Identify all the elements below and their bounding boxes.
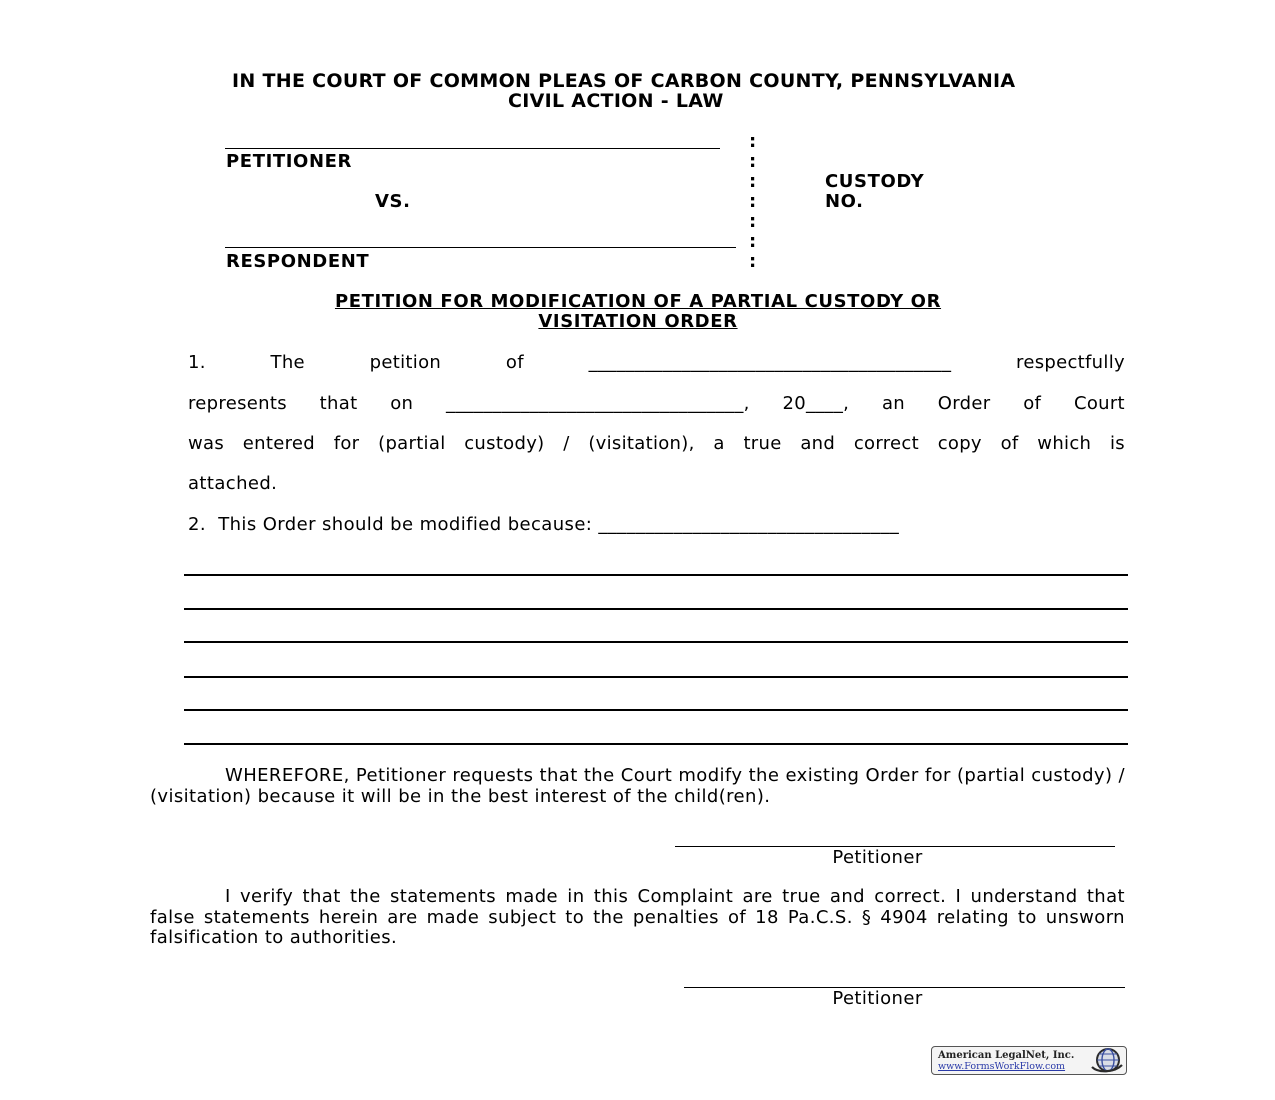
caption-colon: :: [749, 191, 757, 212]
publisher-logo[interactable]: [931, 1046, 1127, 1075]
word: Order: [937, 393, 991, 414]
word: a: [713, 433, 725, 454]
custody-number-label: NO.: [825, 191, 864, 212]
reason-line[interactable]: [184, 709, 1128, 711]
word: (partial: [378, 433, 446, 454]
word: entered: [242, 433, 315, 454]
word: petition: [369, 352, 442, 373]
caption-colon: :: [749, 151, 757, 172]
court-heading: IN THE COURT OF COMMON PLEAS OF CARBON COUNTY, PENNSYLVANIA: [232, 70, 1016, 92]
petitioner-label: PETITIONER: [226, 151, 352, 172]
word: of: [1000, 433, 1019, 454]
paragraph1-line1: [188, 352, 1125, 373]
respondent-label: RESPONDENT: [226, 251, 370, 272]
word: an: [881, 393, 905, 414]
custody-label: CUSTODY: [825, 171, 925, 192]
word: on: [390, 393, 414, 414]
word: of: [1023, 393, 1042, 414]
publisher-url-link[interactable]: www.FormsWorkFlow.com: [938, 1061, 1066, 1072]
word: correct: [853, 433, 919, 454]
reason-line[interactable]: [184, 641, 1128, 643]
word: is: [1109, 433, 1125, 454]
paragraph2-text: 2. This Order should be modified because: ________________________________: [188, 514, 900, 535]
civil-action-heading: CIVIL ACTION - LAW: [508, 90, 724, 112]
petition-title-line2: VISITATION ORDER: [538, 311, 738, 332]
word: custody): [464, 433, 545, 454]
paragraph1-line4: attached.: [188, 473, 278, 494]
word: that: [319, 393, 358, 414]
caption-colon: :: [749, 211, 757, 232]
caption-colon: :: [749, 171, 757, 192]
word: /: [563, 433, 570, 454]
word: ________________________________,: [446, 393, 750, 414]
word: respectfully: [1016, 352, 1125, 373]
verification-signature-label: Petitioner: [832, 988, 923, 1009]
petitioner-signature-label: Petitioner: [832, 847, 923, 868]
word: represents: [188, 393, 287, 414]
petition-title-line1: PETITION FOR MODIFICATION OF A PARTIAL CUSTODY OR: [334, 291, 942, 312]
word: was: [188, 433, 225, 454]
paragraph1-line3: [188, 433, 1125, 454]
reason-line[interactable]: [184, 676, 1128, 678]
caption-colon: :: [749, 131, 757, 152]
reason-line[interactable]: [184, 743, 1128, 745]
word: 20____,: [782, 393, 850, 414]
word: copy: [937, 433, 982, 454]
word: 1.: [188, 352, 206, 373]
word: and: [800, 433, 836, 454]
caption-colon: :: [749, 231, 757, 252]
word: The: [270, 352, 305, 373]
globe-icon: [1088, 1047, 1124, 1073]
respondent-name-line[interactable]: [225, 247, 736, 248]
reason-line[interactable]: [184, 574, 1128, 576]
word: for: [333, 433, 360, 454]
petitioner-name-line[interactable]: [225, 148, 720, 149]
vs-label: VS.: [375, 191, 411, 212]
word: of: [505, 352, 524, 373]
word: Court: [1073, 393, 1125, 414]
reason-line[interactable]: [184, 608, 1128, 610]
word: (visitation),: [588, 433, 695, 454]
word: _______________________________________: [588, 352, 952, 373]
wherefore-paragraph: WHEREFORE, Petitioner requests that the Court modify the existing Order for (partial custody) / (visitation) because it will be in the best interest of the child(ren).: [150, 765, 1125, 807]
word: which: [1037, 433, 1092, 454]
caption-colon: :: [749, 251, 757, 272]
paragraph1-line2: [188, 393, 1125, 414]
word: true: [743, 433, 782, 454]
publisher-name: American LegalNet, Inc.: [938, 1050, 1075, 1061]
verification-paragraph: I verify that the statements made in this Complaint are true and correct. I understand that false statements herein are made subject to the penalties of 18 Pa.C.S. § 4904 relating to unsworn falsification to authorities.: [150, 886, 1125, 948]
